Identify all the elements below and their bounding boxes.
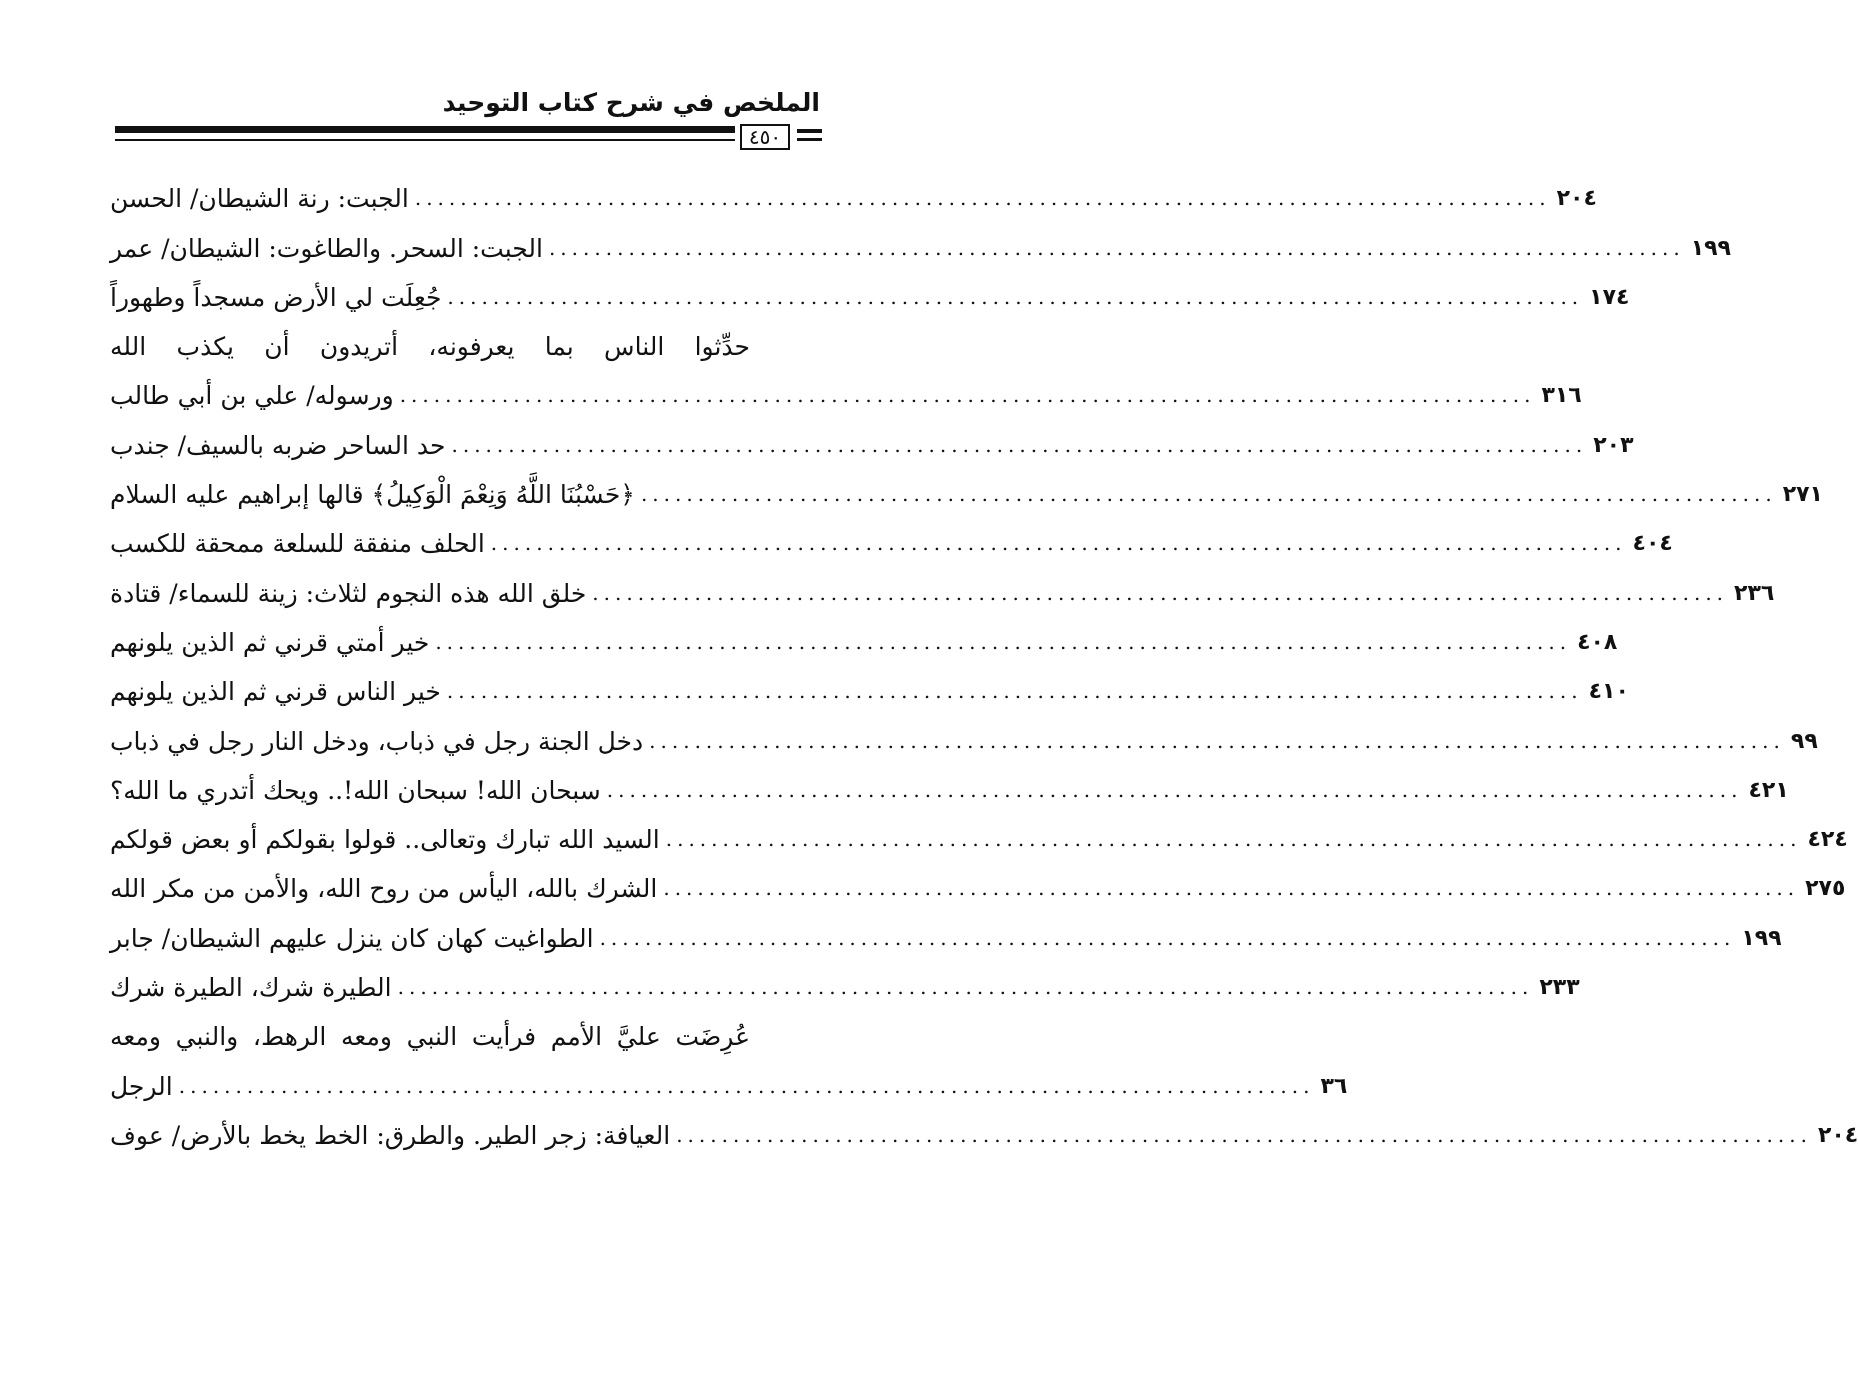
index-entry (110, 1111, 1858, 1160)
entry-page-ref: ٢٠٣ (1593, 432, 1634, 458)
index-entry-continuation (110, 371, 1582, 420)
entry-text: الجبت: رنة الشيطان/ الحسن (110, 184, 409, 214)
entry-page-ref: ٤١٠ (1588, 679, 1629, 705)
index-entry-first-line (110, 322, 822, 371)
dot-leader: .................................................................................................... (447, 284, 1584, 309)
index-entry-continuation (110, 1061, 1348, 1110)
index-entry (110, 519, 1673, 568)
index-entry (110, 470, 1823, 519)
entry-text: سبحان الله! سبحان الله!.. ويحك أتدري ما الله؟ (110, 775, 601, 805)
entry-page-ref: ٢٠٤ (1817, 1122, 1858, 1148)
index-entries (110, 174, 1858, 1160)
entry-text: خير أمتي قرني ثم الذين يلونهم (110, 627, 430, 657)
entry-page-ref: ٤٠٤ (1632, 531, 1673, 557)
index-entry (110, 716, 1818, 765)
header-rule-thin (115, 139, 735, 141)
dot-leader: .................................................................................................... (446, 679, 1583, 704)
entry-text: الرجل (110, 1071, 173, 1101)
entry-page-ref: ٢٠٤ (1556, 186, 1597, 212)
index-entry (110, 963, 1580, 1012)
dot-leader: .................................................................................................... (451, 432, 1588, 457)
entry-text: خلق الله هذه النجوم لثلاث: زينة للسماء/ قتادة (110, 578, 587, 608)
dot-leader: .................................................................................................... (665, 827, 1802, 852)
dot-leader: .................................................................................................... (490, 531, 1627, 556)
entry-text: العيافة: زجر الطير. والطرق: الخط يخط بالأرض/ عوف (110, 1120, 671, 1150)
index-entry (110, 174, 1597, 223)
entry-text: الطيرة شرك، الطيرة شرك (110, 973, 392, 1003)
dot-leader: .................................................................................................... (676, 1122, 1812, 1147)
entry-page-ref: ٣١٦ (1541, 383, 1582, 409)
entry-text: دخل الجنة رجل في ذباب، ودخل النار رجل في ذباب (110, 726, 644, 756)
index-entry (110, 568, 1775, 617)
entry-text: حد الساحر ضربه بالسيف/ جندب (110, 430, 446, 460)
entry-page-ref: ٢٧٥ (1805, 876, 1846, 902)
dot-leader: .................................................................................................... (178, 1073, 1315, 1098)
index-entry (110, 420, 1634, 469)
entry-page-ref: ٤٢٤ (1807, 827, 1848, 853)
dot-leader: .................................................................................................... (606, 777, 1743, 802)
dot-leader: .................................................................................................... (599, 925, 1736, 950)
index-entry (110, 913, 1782, 962)
entry-text: ﴿حَسْبُنَا اللَّهُ وَنِعْمَ الْوَكِيلُ﴾ قالها إبراهيم عليه السلام (110, 480, 635, 510)
index-entry (110, 864, 1846, 913)
index-entry (110, 815, 1848, 864)
index-entry (110, 667, 1629, 716)
entry-text: خير الناس قرني ثم الذين يلونهم (110, 677, 441, 707)
entry-text: الجبت: السحر. والطاغوت: الشيطان/ عمر (110, 233, 543, 263)
entry-page-ref: ١٩٩ (1741, 925, 1782, 951)
dot-leader: .................................................................................................... (414, 186, 1551, 211)
dot-leader: .................................................................................................... (649, 728, 1785, 753)
entry-page-ref: ٤٠٨ (1577, 629, 1618, 655)
entry-text: ورسوله/ علي بن أبي طالب (110, 381, 394, 411)
entry-page-ref: ٣٦ (1320, 1073, 1348, 1099)
entry-page-ref: ٤٢١ (1748, 777, 1789, 803)
page-number: ٤٥٠ (740, 124, 790, 150)
dot-leader: .................................................................................................... (592, 580, 1729, 605)
running-title: الملخص في شرح كتاب التوحيد (442, 88, 820, 117)
dot-leader: .................................................................................................... (397, 975, 1534, 1000)
entry-text: الشرك بالله، اليأس من روح الله، والأمن من مكر الله (110, 874, 658, 904)
dot-leader: .................................................................................................... (399, 383, 1536, 408)
index-entry (110, 766, 1789, 815)
dot-leader: .................................................................................................... (663, 876, 1800, 901)
entry-page-ref: ٢٣٣ (1539, 975, 1580, 1001)
entry-page-ref: ٢٧١ (1782, 482, 1823, 508)
entry-page-ref: ١٧٤ (1589, 284, 1630, 310)
entry-text: الحلف منفقة للسلعة ممحقة للكسب (110, 529, 485, 559)
entry-text: حدِّثوا الناس بما يعرفونه، أتريدون أن يكذب الله (110, 332, 750, 362)
header-rule-thick (115, 126, 735, 133)
entry-text: جُعِلَت لي الأرض مسجداً وطهوراً (110, 282, 442, 312)
entry-text: الطواغيت كهان كان ينزل عليهم الشيطان/ جابر (110, 923, 594, 953)
header-rule-right-bottom (797, 138, 822, 141)
header-rule-right-top (797, 129, 822, 133)
dot-leader: .................................................................................................... (640, 482, 1777, 507)
entry-text: عُرِضَت عليَّ الأمم فرأيت النبي ومعه الرهط، والنبي ومعه (110, 1022, 750, 1052)
index-entry-first-line (110, 1012, 822, 1061)
entry-page-ref: ٢٣٦ (1734, 580, 1775, 606)
entry-page-ref: ١٩٩ (1690, 235, 1731, 261)
index-entry (110, 223, 1731, 272)
entry-text: السيد الله تبارك وتعالى.. قولوا بقولكم أو بعض قولكم (110, 825, 660, 855)
entry-page-ref: ٩٩ (1790, 728, 1818, 754)
index-entry (110, 618, 1618, 667)
index-entry (110, 273, 1630, 322)
dot-leader: .................................................................................................... (435, 629, 1572, 654)
dot-leader: .................................................................................................... (548, 235, 1685, 260)
